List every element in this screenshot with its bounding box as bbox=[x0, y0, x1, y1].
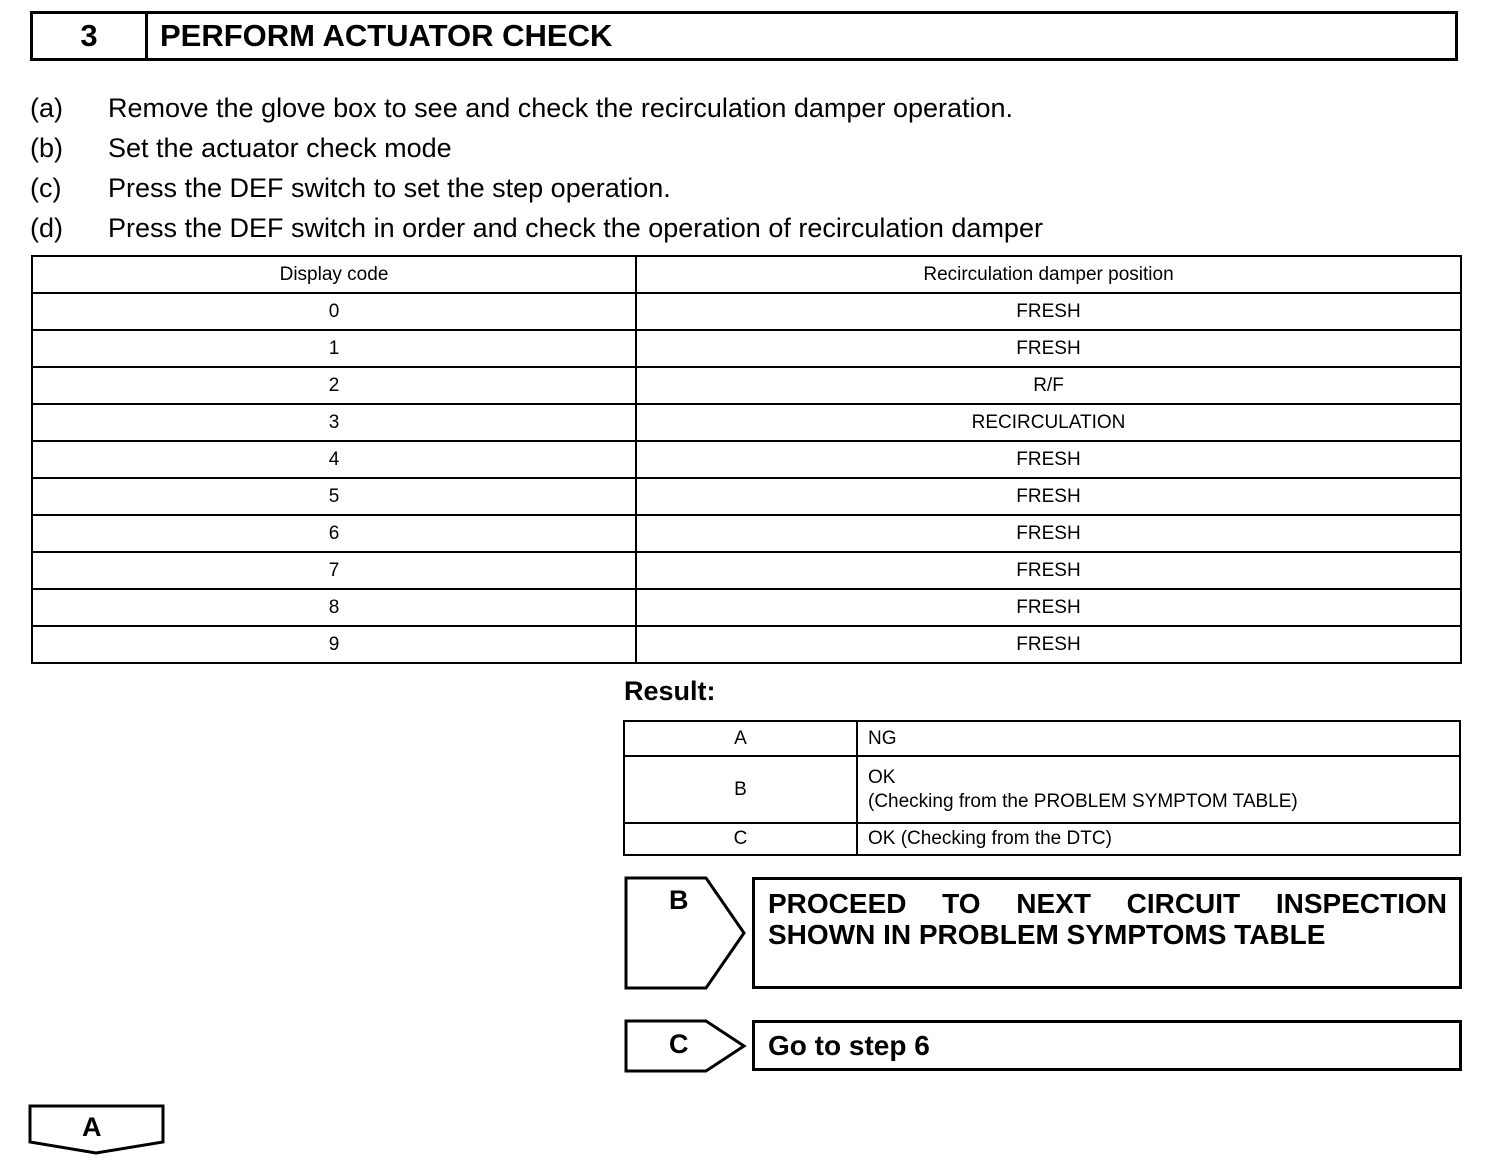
table-row bbox=[32, 552, 1461, 589]
damper-position-cell: R/F bbox=[636, 367, 1461, 404]
result-table bbox=[623, 720, 1461, 856]
instruction-letter: (c) bbox=[30, 173, 62, 203]
display-code-cell: 8 bbox=[32, 589, 636, 626]
damper-position-cell: RECIRCULATION bbox=[636, 404, 1461, 441]
damper-position-table bbox=[31, 255, 1462, 664]
table-row bbox=[32, 367, 1461, 404]
instruction-text: Remove the glove box to see and check the recirculation damper operation. bbox=[108, 93, 1014, 123]
instruction-text: Press the DEF switch in order and check the operation of recirculation damper bbox=[108, 213, 1043, 243]
instruction-letter: (a) bbox=[30, 93, 63, 123]
result-code-cell: C bbox=[624, 823, 857, 855]
instruction-item bbox=[30, 88, 1470, 128]
instruction-list bbox=[30, 88, 1470, 248]
table-row bbox=[32, 404, 1461, 441]
instruction-item bbox=[30, 128, 1470, 168]
table-row bbox=[32, 330, 1461, 367]
table-row bbox=[32, 626, 1461, 663]
table-row bbox=[624, 756, 1460, 823]
display-code-cell: 3 bbox=[32, 404, 636, 441]
branch-b-line1: PROCEED TO NEXT CIRCUIT INSPECTION bbox=[768, 888, 1447, 919]
header-damper-position: Recirculation damper position bbox=[636, 256, 1461, 293]
damper-position-cell: FRESH bbox=[636, 515, 1461, 552]
table-row bbox=[32, 478, 1461, 515]
damper-position-cell: FRESH bbox=[636, 589, 1461, 626]
instruction-text: Set the actuator check mode bbox=[108, 133, 452, 163]
table-row bbox=[624, 721, 1460, 756]
branch-b-line2: SHOWN IN PROBLEM SYMPTOMS TABLE bbox=[768, 919, 1326, 950]
table-row bbox=[32, 589, 1461, 626]
damper-position-cell: FRESH bbox=[636, 293, 1461, 330]
step-header bbox=[30, 11, 1458, 61]
damper-position-cell: FRESH bbox=[636, 441, 1461, 478]
step-number: 3 bbox=[33, 14, 148, 58]
display-code-cell: 9 bbox=[32, 626, 636, 663]
branch-b-letter: B bbox=[669, 885, 689, 915]
result-text-cell: NG bbox=[857, 721, 1460, 756]
header-display-code: Display code bbox=[32, 256, 636, 293]
result-label: Result: bbox=[624, 676, 716, 706]
table-row bbox=[32, 515, 1461, 552]
branch-c-letter: C bbox=[669, 1029, 689, 1059]
branch-b-destination bbox=[752, 877, 1462, 989]
branch-a-letter: A bbox=[82, 1112, 102, 1142]
display-code-cell: 0 bbox=[32, 293, 636, 330]
step-title: PERFORM ACTUATOR CHECK bbox=[160, 18, 613, 53]
damper-position-cell: FRESH bbox=[636, 478, 1461, 515]
table-row bbox=[624, 823, 1460, 855]
display-code-cell: 2 bbox=[32, 367, 636, 404]
result-text: OK bbox=[868, 766, 896, 788]
damper-position-cell: FRESH bbox=[636, 330, 1461, 367]
display-code-cell: 1 bbox=[32, 330, 636, 367]
damper-position-cell: FRESH bbox=[636, 552, 1461, 589]
instruction-letter: (b) bbox=[30, 133, 63, 163]
instruction-item bbox=[30, 208, 1470, 248]
damper-position-cell: FRESH bbox=[636, 626, 1461, 663]
instruction-text: Press the DEF switch to set the step operation. bbox=[108, 173, 671, 203]
display-code-cell: 7 bbox=[32, 552, 636, 589]
result-code-cell: A bbox=[624, 721, 857, 756]
table-header-row bbox=[32, 256, 1461, 293]
instruction-letter: (d) bbox=[30, 213, 63, 243]
instruction-item bbox=[30, 168, 1470, 208]
result-text-cell bbox=[857, 756, 1460, 823]
display-code-cell: 5 bbox=[32, 478, 636, 515]
result-code-cell: B bbox=[624, 756, 857, 823]
result-text-cell: OK (Checking from the DTC) bbox=[857, 823, 1460, 855]
display-code-cell: 6 bbox=[32, 515, 636, 552]
branch-c-destination bbox=[752, 1020, 1462, 1071]
table-row bbox=[32, 441, 1461, 478]
branch-c-text: Go to step 6 bbox=[768, 1029, 930, 1061]
table-row bbox=[32, 293, 1461, 330]
display-code-cell: 4 bbox=[32, 441, 636, 478]
result-subtext: (Checking from the PROBLEM SYMPTOM TABLE) bbox=[868, 790, 1298, 812]
